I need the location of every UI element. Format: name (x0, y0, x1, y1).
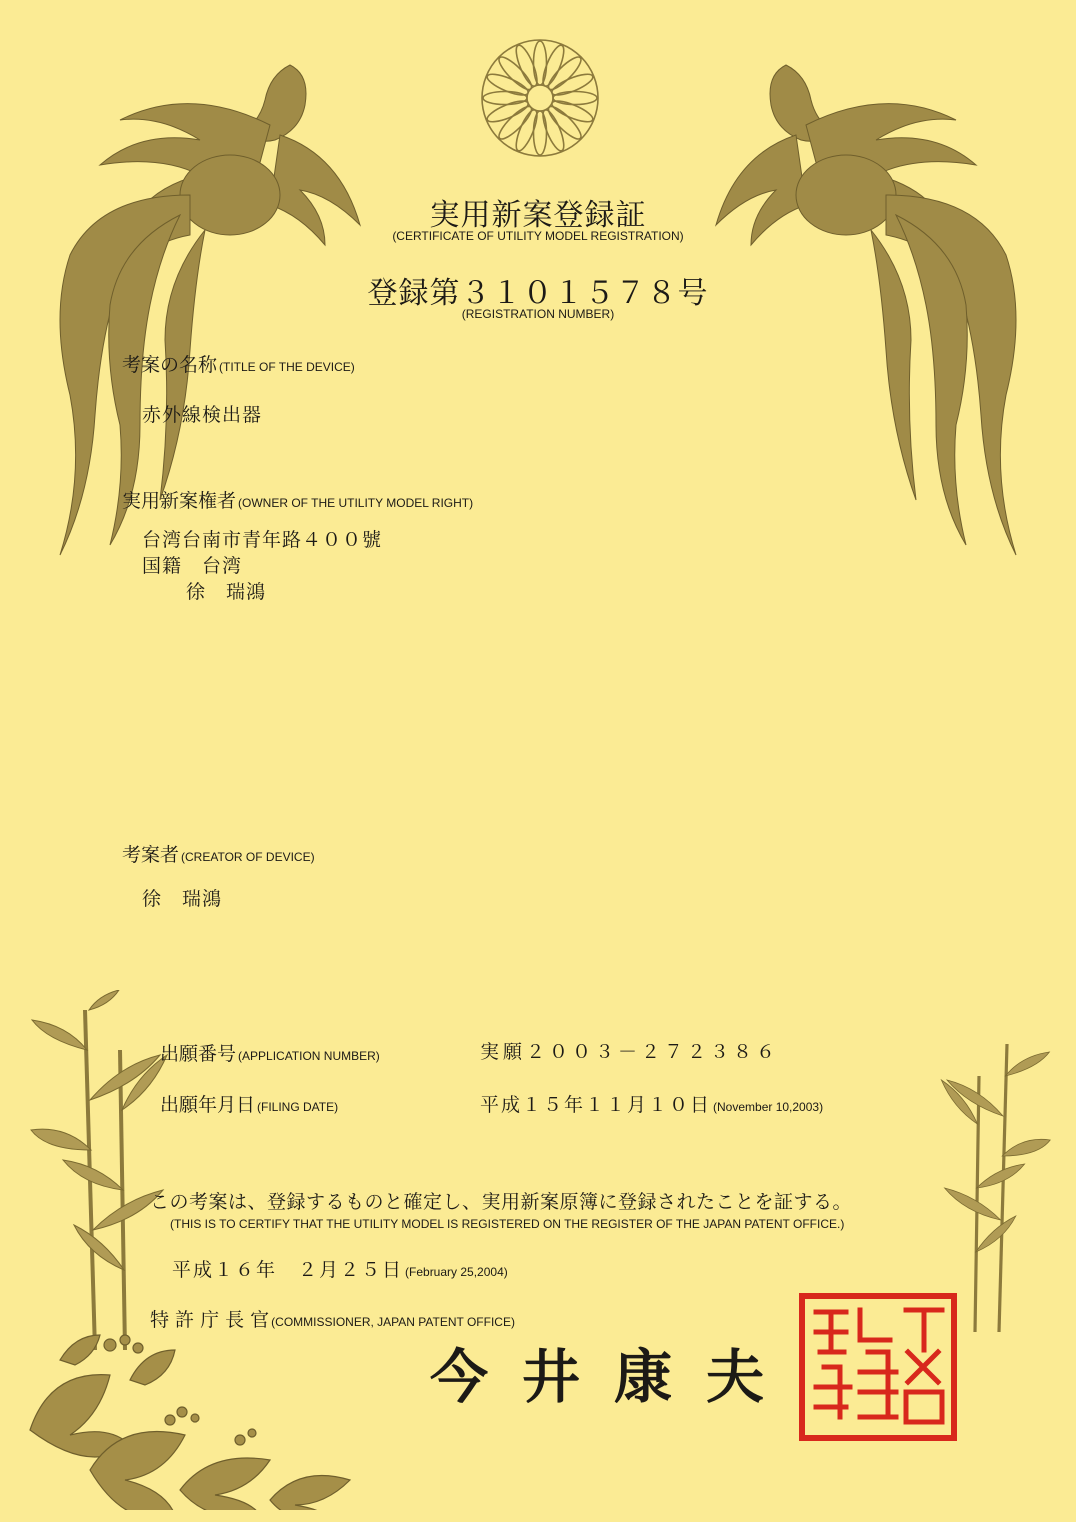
application-number-value: 実願２００３－２７２３８６ (480, 1041, 780, 1063)
phoenix-right-ornament (706, 45, 1046, 635)
application-number-label (160, 1039, 380, 1066)
application-number-label-jp: 出願番号 (160, 1043, 237, 1065)
chrysanthemum-petal (534, 111, 547, 155)
owner-label (122, 486, 473, 513)
issue-date-jp: 平成１６年 ２月２５日 (172, 1259, 404, 1281)
registration-number: 登録第３１０１５７８号 (367, 276, 709, 311)
creator-label-jp: 考案者 (122, 844, 180, 866)
issuer-label-en: (COMMISSIONER, JAPAN PATENT OFFICE) (271, 1315, 515, 1329)
certificate-title: 実用新案登録証 (429, 198, 647, 233)
chrysanthemum-petal (495, 103, 535, 143)
issuer-label-jp: 特 許 庁 長 官 (150, 1309, 270, 1331)
creator-name: 徐 瑞鴻 (142, 888, 223, 910)
chrysanthemum-petal (534, 41, 547, 85)
device-title-label-en: (TITLE OF THE DEVICE) (219, 360, 355, 374)
owner-label-jp: 実用新案権者 (122, 490, 237, 512)
filing-date-value-en: (November 10,2003) (713, 1100, 824, 1114)
issue-date (172, 1255, 508, 1282)
chrysanthemum-petal (495, 53, 535, 93)
filing-date-label-jp: 出願年月日 (160, 1094, 256, 1116)
registration-number-english: (REGISTRATION NUMBER) (461, 307, 615, 321)
official-seal (798, 1292, 958, 1442)
filing-date-value (480, 1090, 823, 1117)
device-title-label-jp: 考案の名称 (122, 354, 218, 376)
filing-date-value-jp: 平成１５年１１月１０日 (480, 1094, 712, 1116)
filing-date-label (160, 1090, 338, 1117)
issue-date-en: (February 25,2004) (405, 1265, 508, 1279)
creator-label (122, 840, 315, 867)
chrysanthemum-crest (478, 36, 602, 160)
bamboo-left-ornament (25, 990, 175, 1350)
commissioner-signature: 今井康夫 (430, 1343, 799, 1411)
issuer-label (150, 1305, 515, 1332)
paulownia-leaves-ornament (20, 1320, 420, 1510)
owner-label-en: (OWNER OF THE UTILITY MODEL RIGHT) (238, 496, 474, 510)
owner-address: 台湾台南市青年路４００號 (142, 529, 383, 551)
chrysanthemum-petal (483, 92, 527, 105)
chrysanthemum-petal (553, 92, 597, 105)
certificate-title-english: (CERTIFICATE OF UTILITY MODEL REGISTRATION) (392, 229, 684, 243)
device-title-label (122, 350, 355, 377)
certification-statement-english: (THIS IS TO CERTIFY THAT THE UTILITY MODEL IS REGISTERED ON THE REGISTER OF THE JAPAN PATENT OFFICE.) (170, 1217, 845, 1231)
chrysanthemum-petal (545, 103, 585, 143)
filing-date-label-en: (FILING DATE) (257, 1100, 339, 1114)
owner-nationality: 国籍 台湾 (142, 555, 243, 577)
application-number-label-en: (APPLICATION NUMBER) (238, 1049, 380, 1063)
chrysanthemum-petal (545, 53, 585, 93)
device-title-value: 赤外線検出器 (142, 404, 263, 426)
creator-label-en: (CREATOR OF DEVICE) (181, 850, 315, 864)
owner-name: 徐 瑞鴻 (186, 581, 267, 603)
certification-statement: この考案は、登録するものと確定し、実用新案原簿に登録されたことを証する。 (150, 1191, 853, 1213)
